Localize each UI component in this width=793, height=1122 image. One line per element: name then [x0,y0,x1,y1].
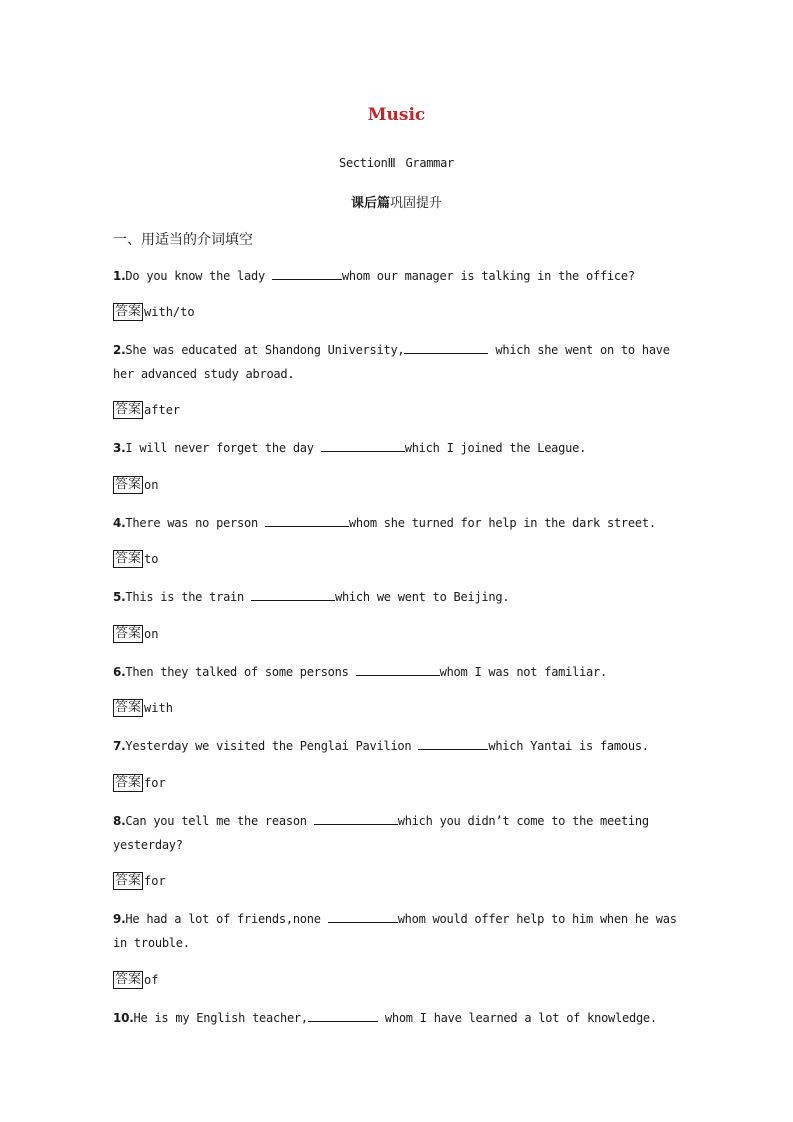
section-heading-bold: 课后篇 [350,196,390,211]
question-number: 1. [113,269,126,283]
section-heading [0,192,793,211]
page-title: Music [367,105,426,125]
question-3 [113,436,688,460]
question-text-post: which we went to Beijing. [334,590,510,604]
question-5 [113,585,688,609]
answer-text: for [144,874,166,888]
answer-blank[interactable] [321,438,405,452]
question-text-post: whom would offer help to him when he was in trouble. [113,912,684,950]
question-text-post: whom our manager is talking in the office? [341,269,635,283]
section-heading-rest: 巩固提升 [390,196,443,211]
question-7 [113,734,688,758]
answer-text: after [144,403,181,417]
answer-tag: 答案 [115,972,142,987]
answer-text: on [144,478,159,492]
question-text-post: which you didn’t come to the meeting yesterday? [113,814,656,852]
answer-6 [113,699,173,717]
answer-1 [113,303,195,321]
question-text-pre: Then they talked of some persons [125,665,356,679]
answer-blank[interactable] [356,662,440,676]
answer-blank[interactable] [265,513,349,527]
question-number: 6. [113,665,126,679]
answer-8 [113,872,166,890]
answer-7 [113,774,166,792]
answer-3 [113,476,158,494]
answer-5 [113,625,158,643]
question-number: 10. [113,1011,134,1025]
answer-blank[interactable] [314,811,398,825]
question-text-pre: She was educated at Shandong University, [125,343,405,357]
question-10 [113,1006,688,1030]
question-2 [113,338,688,386]
question-text-pre: Can you tell me the reason [125,814,314,828]
question-text-post: which Yantai is famous. [488,739,649,753]
section-subtitle [0,156,793,170]
answer-tag: 答案 [115,477,142,492]
answer-text: of [144,973,159,987]
question-text-post: whom I have learned a lot of knowledge. [377,1011,657,1025]
answer-tag: 答案 [115,775,142,790]
question-number: 3. [113,441,126,455]
question-text-pre: He is my English teacher, [133,1011,308,1025]
question-text-pre: I will never forget the day [125,441,321,455]
answer-9 [113,971,158,989]
question-4 [113,511,688,535]
answer-tag: 答案 [115,626,142,641]
answer-4 [113,550,158,568]
answer-text: for [144,776,166,790]
answer-tag: 答案 [115,551,142,566]
question-number: 2. [113,343,126,357]
answer-tag: 答案 [115,304,142,319]
question-6 [113,660,688,684]
answer-blank[interactable] [251,587,335,601]
question-8 [113,809,688,857]
question-text-post: whom she turned for help in the dark street. [348,516,656,530]
question-text-post: whom I was not familiar. [439,665,607,679]
question-number: 9. [113,912,126,926]
question-text-pre: Yesterday we visited the Penglai Pavilion [125,739,419,753]
question-1 [113,264,688,288]
question-number: 4. [113,516,126,530]
answer-blank[interactable] [404,340,488,354]
question-text-pre: He had a lot of friends,none [125,912,328,926]
answer-text: with [144,701,173,715]
answer-blank[interactable] [308,1008,378,1022]
question-text-pre: There was no person [125,516,265,530]
answer-text: on [144,627,159,641]
question-text-pre: This is the train [125,590,251,604]
answer-tag: 答案 [115,402,142,417]
question-number: 7. [113,739,126,753]
answer-blank[interactable] [272,266,342,280]
answer-text: with/to [144,305,195,319]
question-number: 8. [113,814,126,828]
question-number: 5. [113,590,126,604]
answer-blank[interactable] [418,736,488,750]
answer-2 [113,401,180,419]
answer-blank[interactable] [328,909,398,923]
part-heading: 一、用适当的介词填空 [113,232,253,248]
answer-tag: 答案 [115,700,142,715]
answer-tag: 答案 [115,873,142,888]
question-text-pre: Do you know the lady [125,269,272,283]
topic-label: Grammar [405,156,454,170]
section-label: SectionⅢ [339,156,396,170]
question-text-post: which she went on to have her advanced study abroad. [113,343,677,381]
answer-text: to [144,552,159,566]
question-9 [113,907,688,955]
question-text-post: which I joined the League. [404,441,587,455]
